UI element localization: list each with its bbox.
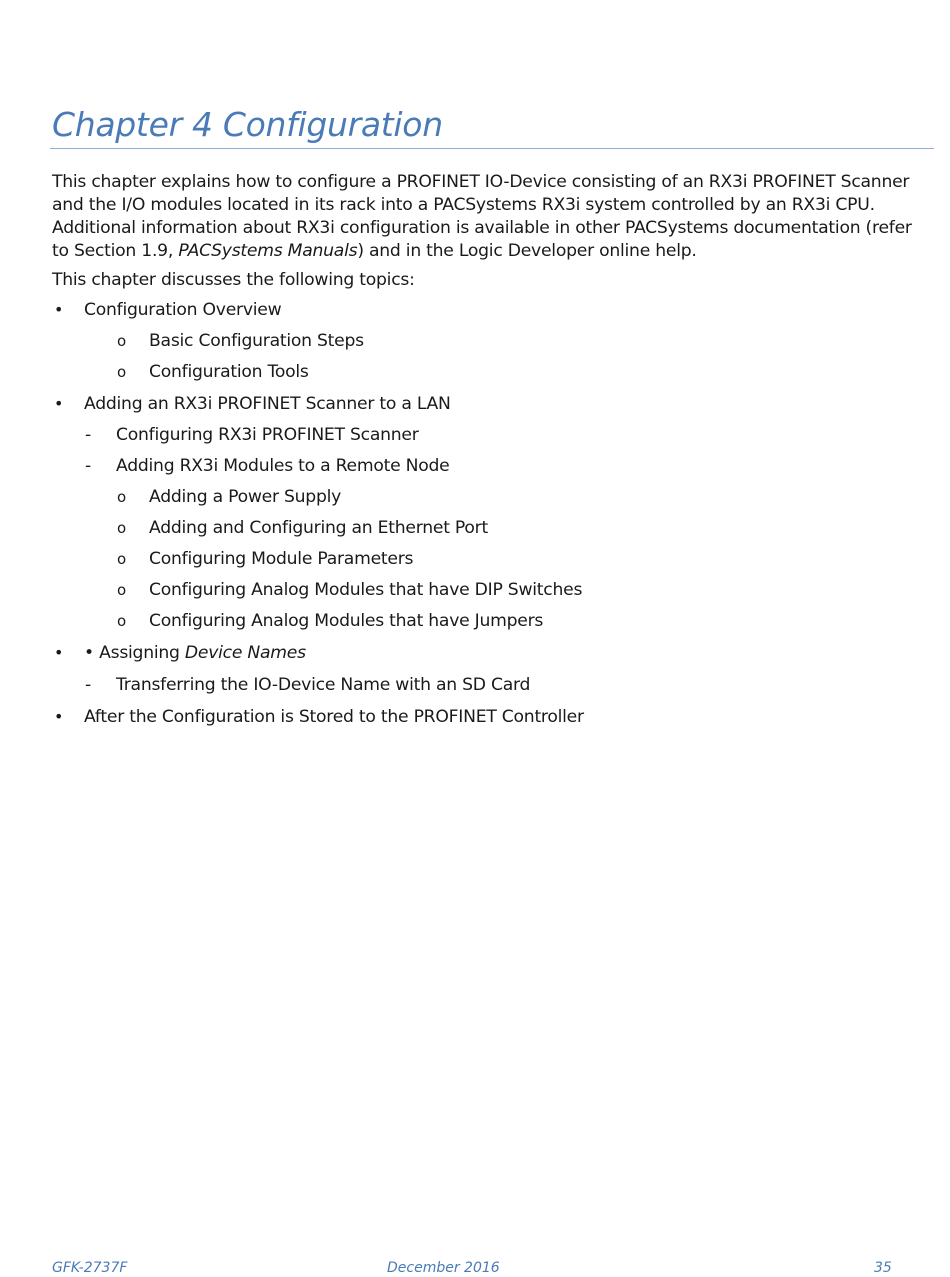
list-item-label: Configuring RX3i PROFINET Scanner (116, 425, 419, 445)
list-item-label: Configuring Analog Modules that have Jumpers (149, 611, 544, 631)
bullet-marker: • (54, 300, 64, 319)
list-item-label-emphasis: Device Names (184, 643, 306, 663)
chapter-title: Chapter 4 Configuration (52, 105, 443, 144)
list-item-label (84, 641, 306, 665)
circle-marker: o (117, 519, 126, 537)
circle-marker: o (117, 488, 126, 506)
list-item-label-prefix: • Assigning (84, 643, 185, 663)
list-item-label: Configuring Analog Modules that have DIP Switches (149, 580, 583, 600)
list-item-label: Configuration Overview (84, 300, 282, 320)
circle-marker: o (117, 550, 126, 568)
dash-marker: - (85, 456, 91, 476)
footer-date: December 2016 (387, 1260, 500, 1276)
bullet-marker: • (54, 394, 64, 413)
list-item-label: Adding RX3i Modules to a Remote Node (116, 456, 450, 476)
dash-marker: - (85, 675, 91, 695)
dash-marker: - (85, 425, 91, 445)
list-item-label: Basic Configuration Steps (149, 331, 364, 351)
circle-marker: o (117, 363, 126, 381)
list-item-label: Transferring the IO-Device Name with an SD Card (116, 675, 531, 695)
footer-doc-id: GFK-2737F (52, 1260, 128, 1276)
circle-marker: o (117, 612, 126, 630)
title-rule (50, 148, 934, 149)
list-item-label: Adding a Power Supply (149, 487, 342, 507)
list-item-label: Configuration Tools (149, 362, 309, 382)
circle-marker: o (117, 581, 126, 599)
topics-intro: This chapter discusses the following topics: (52, 270, 415, 290)
intro-text-part1: This chapter explains how to configure a PROFINET IO-Device consisting of an RX3i PROFINET Scanner and the I/O modules located in its rack into a PACSystems RX3i system controlled by an RX3i CPU. Additional information about RX3i configuration is available in other PACSystems documentation (refer to Section 1.9, (52, 172, 912, 261)
list-item-label: Adding and Configuring an Ethernet Port (149, 518, 488, 538)
footer-page-number: 35 (874, 1260, 892, 1276)
circle-marker: o (117, 332, 126, 350)
intro-text-part2: ) and in the Logic Developer online help. (357, 241, 697, 261)
intro-emphasis: PACSystems Manuals (178, 241, 358, 261)
intro-paragraph (52, 171, 932, 263)
list-item-label: Configuring Module Parameters (149, 549, 414, 569)
bullet-marker: • (54, 643, 64, 662)
list-item-label: After the Configuration is Stored to the PROFINET Controller (84, 707, 584, 727)
list-item-label: Adding an RX3i PROFINET Scanner to a LAN (84, 394, 451, 414)
bullet-marker: • (54, 707, 64, 726)
